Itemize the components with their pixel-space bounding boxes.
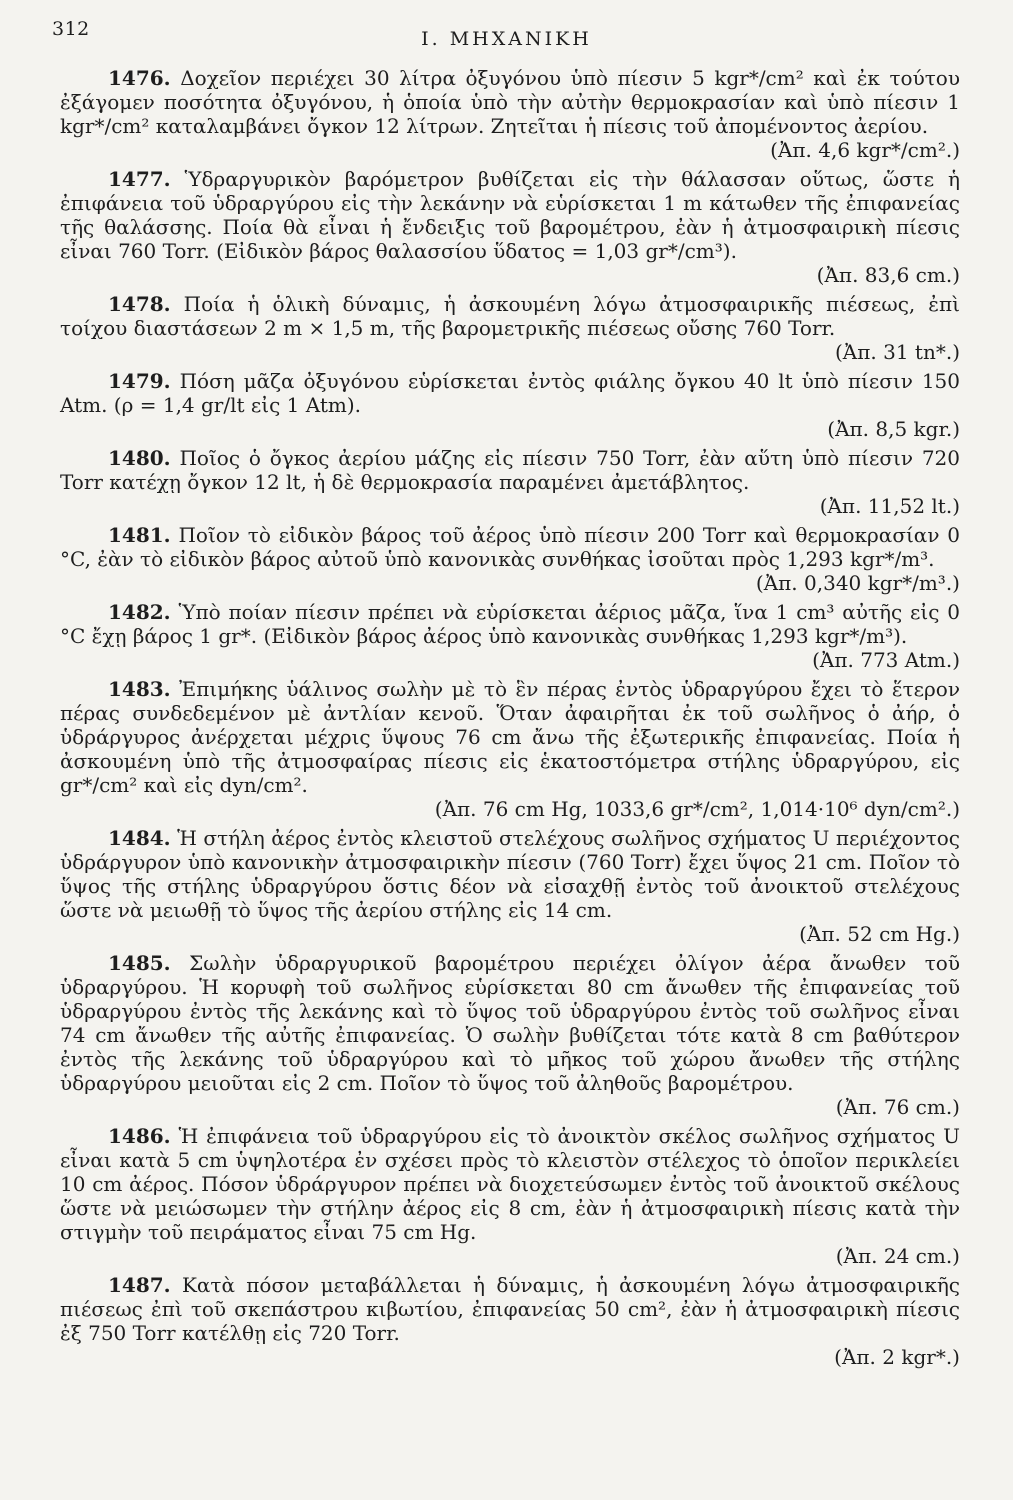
problem-answer: (Ἀπ. 0,340 kgr*/m³.)	[755, 571, 960, 595]
problem-answer: (Ἀπ. 83,6 cm.)	[816, 263, 960, 287]
problem-1478	[60, 292, 960, 364]
problem-1481	[60, 523, 960, 595]
problem-text: Ποία ἡ ὁλικὴ δύναμις, ἡ ἀσκουμένη λόγω ἀτμοσφαιρικῆς πιέσεως, ἐπὶ τοίχου διαστάσεων 2 m × 1,5 m, τῆς βαρομετρικῆς πιέσεως οὔσης 760 Torr.	[60, 292, 961, 340]
problem-text: Ὑδραργυρικὸν βαρόμετρον βυθίζεται εἰς τὴν θάλασσαν οὕτως, ὥστε ἡ ἐπιφάνεια τοῦ ὑδραργύρου εἰς τὴν λεκάνην νὰ εὑρίσκεται 1 m κάτωθεν τῆς ἐπιφανείας τῆς θαλάσσης. Ποία θὰ εἶναι ἡ ἔνδειξις τοῦ βαρομέτρου, ἐὰν ἡ ἀτμοσφαιρικὴ πίεσις εἶναι 760 Torr. (Εἰδικὸν βάρος θαλασσίου ὕδατος = 1,03 gr*/cm³).	[60, 167, 960, 263]
problem-text: Ἡ ἐπιφάνεια τοῦ ὑδραργύρου εἰς τὸ ἀνοικτὸν σκέλος σωλῆνος σχήματος U εἶναι κατὰ 5 cm ὑψηλοτέρα ἐν σχέσει πρὸς τὸ κλειστὸν στέλεχος τὸ ὁποῖον περικλείει 10 cm ἀέρος. Πόσον ὑδράργυρον πρέπει νὰ διοχετεύσωμεν ἐντὸς τοῦ ἀνοικτοῦ σκέλους ὥστε νὰ μειώσωμεν τὴν στήλην ἀέρος εἰς 8 cm, ἐὰν ἡ ἀτμοσφαιρικὴ πίεσις κατὰ τὴν στιγμὴν τοῦ πειράματος εἶναι 75 cm Hg.	[60, 1124, 961, 1244]
problem-number: 1485.	[108, 951, 171, 975]
problem-1487	[60, 1273, 960, 1369]
problem-1477	[60, 167, 960, 287]
problem-1479	[60, 369, 960, 441]
problem-number: 1479.	[108, 369, 171, 393]
problem-number: 1476.	[108, 66, 171, 90]
problem-text: Σωλὴν ὑδραργυρικοῦ βαρομέτρου περιέχει ὀλίγον ἀέρα ἄνωθεν τοῦ ὑδραργύρου. Ἡ κορυφὴ τοῦ σωλῆνος εὑρίσκεται 80 cm ἄνωθεν τῆς ἐπιφανείας τοῦ ὑδραργύρου ἐντὸς τῆς λεκάνης καὶ τὸ ὕψος τοῦ ὑδραργύρου ἐντὸς τοῦ σωλῆνος εἶναι 74 cm ἄνωθεν τῆς αὐτῆς ἐπιφανείας. Ὁ σωλὴν βυθίζεται τότε κατὰ 8 cm βαθύτερον ἐντὸς τῆς λεκάνης τοῦ ὑδραργύρου καὶ τὸ μῆκος τοῦ χώρου ἄνωθεν τῆς στήλης ὑδραργύρου μειοῦται εἰς 2 cm. Ποῖον τὸ ὕψος τοῦ ἀληθοῦς βαρομέτρου.	[60, 951, 961, 1095]
problem-answer: (Ἀπ. 8,5 kgr.)	[827, 417, 960, 441]
problem-text: Ποῖος ὁ ὄγκος ἀερίου μάζης εἰς πίεσιν 750 Torr, ἐὰν αὕτη ὑπὸ πίεσιν 720 Torr κατέχῃ ὄγκον 12 lt, ἡ δὲ θερμοκρασία παραμένει ἀμετάβλητος.	[60, 446, 961, 494]
problem-answer: (Ἀπ. 4,6 kgr*/cm².)	[770, 138, 960, 162]
problem-text: Πόση μᾶζα ὀξυγόνου εὑρίσκεται ἐντὸς φιάλης ὄγκου 40 lt ὑπὸ πίεσιν 150 Atm. (ρ = 1,4 gr/lt εἰς 1 Atm).	[60, 369, 961, 417]
problem-text: Ἐπιμήκης ὑάλινος σωλὴν μὲ τὸ ἓν πέρας ἐντὸς ὑδραργύρου ἔχει τὸ ἕτερον πέρας συνδεδεμένον μὲ ἀντλίαν κενοῦ. Ὅταν ἀφαιρῆται ἐκ τοῦ σωλῆνος ὁ ἀήρ, ὁ ὑδράργυρος ἀνέρχεται μέχρις ὕψους 76 cm ἄνω τῆς ἐξωτερικῆς ἐπιφανείας. Ποία ἡ ἀσκουμένη ὑπὸ τῆς ἀτμοσφαίρας πίεσις εἰς ἑκατοστόμετρα στήλης ὑδραργύρου, εἰς gr*/cm² καὶ εἰς dyn/cm².	[60, 677, 961, 797]
problem-number: 1481.	[108, 523, 171, 547]
problem-answer: (Ἀπ. 2 kgr*.)	[834, 1345, 960, 1369]
problem-text: Δοχεῖον περιέχει 30 λίτρα ὀξυγόνου ὑπὸ πίεσιν 5 kgr*/cm² καὶ ἐκ τούτου ἐξάγομεν ποσότητα ὀξυγόνου, ἡ ὁποία ὑπὸ τὴν αὐτὴν θερμοκρασίαν καὶ ὑπὸ πίεσιν 1 kgr*/cm² καταλαμβάνει ὄγκον 12 λίτρων. Ζητεῖται ἡ πίεσις τοῦ ἀπομένοντος ἀερίου.	[60, 66, 961, 138]
problem-answer: (Ἀπ. 31 tn*.)	[835, 340, 960, 364]
problem-1486	[60, 1124, 960, 1268]
problem-number: 1482.	[108, 600, 171, 624]
problem-1484	[60, 826, 960, 946]
problem-answer: (Ἀπ. 24 cm.)	[835, 1244, 960, 1268]
problem-number: 1484.	[108, 826, 171, 850]
problem-answer: (Ἀπ. 76 cm Hg, 1033,6 gr*/cm², 1,014·10⁶ dyn/cm².)	[434, 797, 960, 821]
problem-text: Ποῖον τὸ εἰδικὸν βάρος τοῦ ἀέρος ὑπὸ πίεσιν 200 Torr καὶ θερμοκρασίαν 0 °C, ἐὰν τὸ εἰδικὸν βάρος αὐτοῦ ὑπὸ κανονικὰς συνθήκας ἰσοῦται πρὸς 1,293 kgr*/m³.	[60, 523, 961, 571]
page-number: 312	[52, 18, 90, 40]
problem-number: 1480.	[108, 446, 171, 470]
problem-1482	[60, 600, 960, 672]
problem-answer: (Ἀπ. 76 cm.)	[835, 1095, 960, 1119]
problem-number: 1486.	[108, 1124, 171, 1148]
running-title: I. ΜΗΧΑΝΙΚΗ	[421, 28, 592, 50]
problem-answer: (Ἀπ. 11,52 lt.)	[819, 494, 960, 518]
problem-number: 1477.	[108, 167, 171, 191]
problem-1480	[60, 446, 960, 518]
problem-list	[60, 66, 960, 1374]
problem-text: Ὑπὸ ποίαν πίεσιν πρέπει νὰ εὑρίσκεται ἀέριος μᾶζα, ἵνα 1 cm³ αὐτῆς εἰς 0 °C ἔχῃ βάρος 1 gr*. (Εἰδικὸν βάρος ἀέρος ὑπὸ κανονικὰς συνθήκας 1,293 kgr*/m³).	[60, 600, 960, 648]
problem-number: 1478.	[108, 292, 171, 316]
problem-text: Ἡ στήλη ἀέρος ἐντὸς κλειστοῦ στελέχους σωλῆνος σχήματος U περιέχοντος ὑδράργυρον ὑπὸ κανονικὴν ἀτμοσφαιρικὴν πίεσιν (760 Torr) ἔχει ὕψος 21 cm. Ποῖον τὸ ὕψος τῆς στήλης ὑδραργύρου ὅστις δέον νὰ εἰσαχθῇ ἐντὸς τοῦ ἀνοικτοῦ στελέχους ὥστε νὰ μειωθῇ τὸ ὕψος τῆς ἀερίου στήλης εἰς 14 cm.	[60, 826, 960, 922]
problem-answer: (Ἀπ. 773 Atm.)	[812, 648, 960, 672]
problem-1476	[60, 66, 960, 162]
problem-number: 1487.	[108, 1273, 171, 1297]
problem-1485	[60, 951, 960, 1119]
problem-number: 1483.	[108, 677, 171, 701]
problem-text: Κατὰ πόσον μεταβάλλεται ἡ δύναμις, ἡ ἀσκουμένη λόγω ἀτμοσφαιρικῆς πιέσεως ἐπὶ τοῦ σκεπάστρου κιβωτίου, ἐπιφανείας 50 cm², ἐὰν ἡ ἀτμοσφαιρικὴ πίεσις ἐξ 750 Torr κατέλθῃ εἰς 720 Torr.	[60, 1273, 961, 1345]
problem-answer: (Ἀπ. 52 cm Hg.)	[799, 922, 960, 946]
problem-1483	[60, 677, 960, 821]
